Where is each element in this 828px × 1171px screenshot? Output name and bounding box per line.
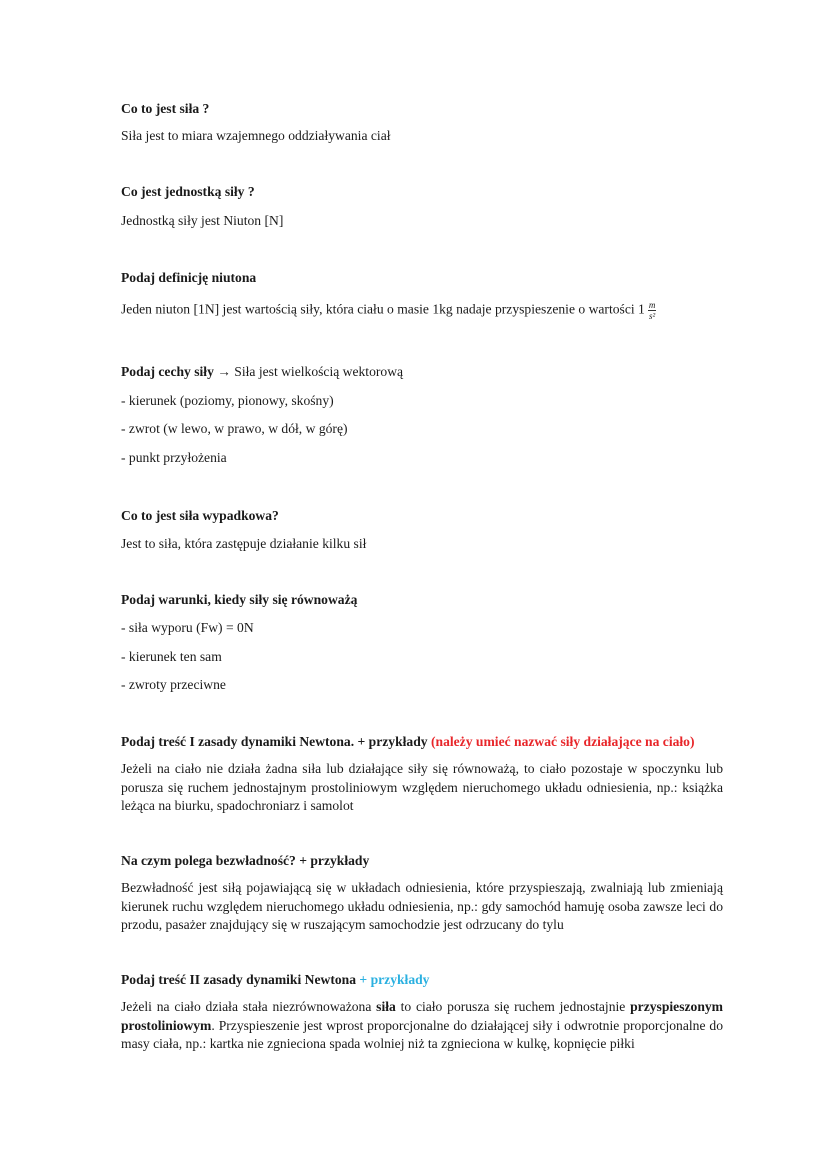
question-1: Co to jest siła ? [121, 101, 210, 116]
question-9-text: Podaj treść II zasady dynamiki Newtona [121, 972, 357, 987]
question-3: Podaj definicję niutona [121, 270, 257, 285]
arrow-right-icon: → [217, 364, 231, 379]
question-7 [121, 733, 695, 750]
answer-7: Jeżeli na ciało nie działa żadna siła lub działające siły się równoważą, to ciało pozostaje w spoczynku lub porusza się ruchem jednostajnym prostoliniowym względem nieruchomego układu odniesienia, np.: książka leżąca na biurku, spadochroniarz i samolot [121, 761, 723, 813]
answer-3-text: Jeden niuton [1N] jest wartością siły, która ciału o masie 1kg nadaje przyspieszenie o wartości 1 [121, 301, 645, 317]
answer-1: Siła jest to miara wzajemnego oddziaływania ciał [121, 128, 391, 143]
list-item: - kierunek ten sam [121, 649, 222, 664]
question-7-note: (należy umieć nazwać siły działające na ciało) [430, 734, 695, 749]
list-item: - zwrot (w lewo, w prawo, w dół, w górę) [121, 421, 348, 436]
answer-9-bold: przyspieszonym prostoliniowym [121, 999, 723, 1033]
question-8: Na czym polega bezwładność? + przykłady [121, 853, 370, 868]
question-4 [121, 363, 403, 380]
question-4-tail: Siła jest wielkością wektorową [234, 364, 404, 379]
list-item: - siła wyporu (Fw) = 0N [121, 620, 254, 635]
unit-fraction [648, 300, 657, 321]
question-7-text: Podaj treść I zasady dynamiki Newtona. + przykłady [121, 734, 428, 749]
list-item: - kierunek (poziomy, pionowy, skośny) [121, 393, 334, 408]
answer-9-bold: siła [376, 999, 396, 1014]
question-4-text: Podaj cechy siły [121, 364, 214, 379]
question-6: Podaj warunki, kiedy siły się równoważą [121, 592, 358, 607]
answer-5: Jest to siła, która zastępuje działanie kilku sił [121, 536, 367, 551]
answer-9-part: . Przyspieszenie jest wprost proporcjonalne do działającej siły i odwrotnie proporcjonalne do masy ciała, np.: kartka nie zgnieciona spada wolniej niż ta zgnieciona w kulkę, kopnięcie piłki [121, 1017, 723, 1051]
list-item: - punkt przyłożenia [121, 450, 227, 465]
question-9-note: + przykłady [359, 972, 430, 987]
question-2: Co jest jednostką siły ? [121, 184, 255, 199]
answer-3 [121, 300, 656, 321]
unit-denominator: s² [648, 311, 656, 321]
question-5: Co to jest siła wypadkowa? [121, 508, 279, 523]
answer-8: Bezwładność jest siłą pojawiającą się w układach odniesienia, które przyspieszają, zwalniają lub zmieniają kierunek ruchu względem nieruchomego układu odniesienia, np.: gdy samochód hamuję osoba zawsze leci do przodu, pasażer znajdujący się w ruszającym samochodzie jest odrzucany do tylu [121, 880, 723, 932]
answer-9-part: Jeżeli na ciało działa stała niezrównoważona [121, 999, 377, 1014]
answer-9 [121, 998, 723, 1054]
list-item: - zwroty przeciwne [121, 677, 226, 692]
answer-9-part: to ciało porusza się ruchem jednostajnie [395, 999, 631, 1014]
answer-2: Jednostką siły jest Niuton [N] [121, 213, 284, 228]
unit-numerator: m [648, 300, 656, 310]
question-9 [121, 971, 429, 988]
